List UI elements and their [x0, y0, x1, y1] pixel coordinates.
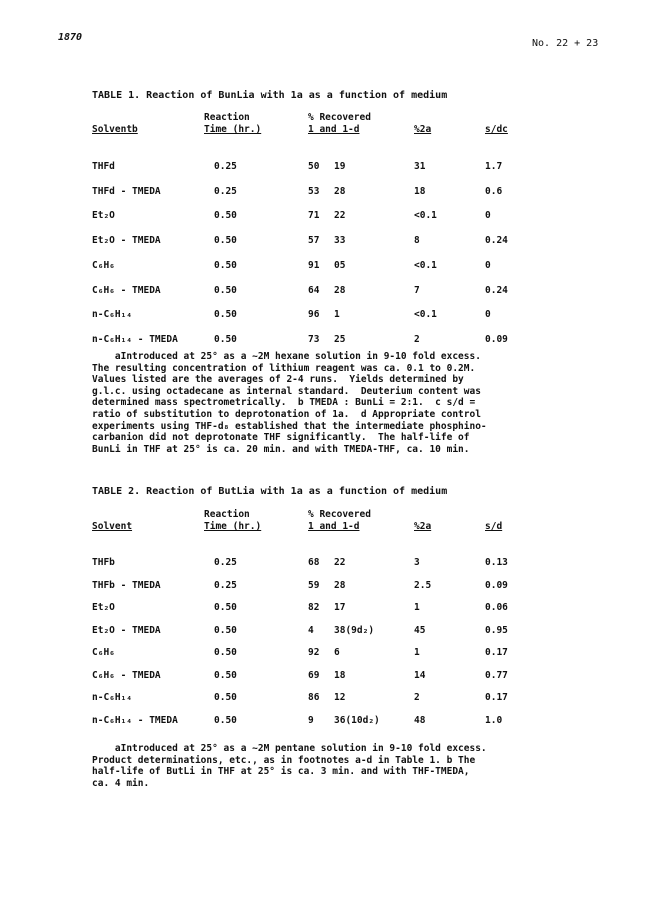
time-cell: 0.50 — [214, 647, 237, 658]
pct-2a-cell: <0.1 — [414, 309, 437, 321]
solvent-cell: Et₂O — [92, 602, 115, 613]
solvent-cell: C₆H₆ - TMEDA — [92, 669, 161, 681]
recovered-1-cell: 57 — [308, 235, 320, 247]
recovered-1-cell: 96 — [308, 309, 320, 321]
sd-ratio-cell: 0.06 — [485, 602, 508, 613]
solvent-cell: C₆H₆ - TMEDA — [92, 284, 161, 296]
recovered-1d-cell: 05 — [334, 259, 346, 271]
solvent-cell: THFb — [92, 557, 115, 568]
solvent-cell: C₆H₆ — [92, 259, 115, 271]
table1-header-solvent: Solventb — [92, 124, 138, 135]
table1-title: TABLE 1. Reaction of BunLiа with 1a as a function of medium — [92, 90, 448, 101]
recovered-1-cell: 82 — [308, 602, 320, 613]
recovered-1d-cell: 18 — [334, 669, 346, 681]
table2-header-solvent: Solvent — [92, 521, 133, 532]
recovered-1d-cell: 38(9d₂) — [334, 624, 375, 636]
recovered-1-cell: 9 — [308, 714, 314, 726]
solvent-cell: Et₂O - TMEDA — [92, 624, 161, 636]
time-cell: 0.50 — [214, 309, 237, 321]
pct-2a-cell: <0.1 — [414, 259, 437, 271]
pct-2a-cell: <0.1 — [414, 210, 437, 222]
recovered-1d-cell: 33 — [334, 235, 346, 247]
recovered-1d-cell: 19 — [334, 161, 346, 172]
time-cell: 0.50 — [214, 333, 237, 345]
time-cell: 0.50 — [214, 624, 237, 636]
time-cell: 0.50 — [214, 714, 237, 726]
time-cell: 0.50 — [214, 210, 237, 222]
solvent-cell: n-C₆H₁₄ - TMEDA — [92, 333, 178, 345]
solvent-cell: THFd — [92, 161, 115, 172]
recovered-1d-cell: 28 — [334, 185, 346, 197]
sd-ratio-cell: 0.17 — [485, 692, 508, 703]
recovered-1d-cell: 17 — [334, 602, 346, 613]
solvent-cell: n-C₆H₁₄ — [92, 692, 133, 703]
sd-ratio-cell: 0 — [485, 259, 491, 271]
page-number: 1870 — [58, 32, 83, 43]
recovered-1-cell: 53 — [308, 185, 320, 197]
table1-header-sd: s/dc — [485, 124, 508, 135]
footnote-line: Values listed are the averages of 2-4 runs. Yields determined by — [92, 374, 464, 386]
solvent-cell: n-C₆H₁₄ - TMEDA — [92, 714, 178, 726]
time-cell: 0.50 — [214, 235, 237, 247]
footnote-line: BunLi in THF at 25° is ca. 20 min. and with TMEDA-THF, ca. 10 min. — [92, 443, 470, 455]
table1-header-recovered: % Recovered 1 and 1-d — [308, 112, 371, 135]
footnote-line: g.l.c. using octadecane as internal standard. Deuterium content was — [92, 385, 481, 397]
pct-2a-cell: 1 — [414, 602, 420, 613]
recovered-1-cell: 69 — [308, 669, 320, 681]
pct-2a-cell: 18 — [414, 185, 426, 197]
recovered-1d-cell: 36(10d₂) — [334, 714, 380, 726]
sd-ratio-cell: 0.17 — [485, 647, 508, 658]
recovered-1-cell: 73 — [308, 333, 320, 345]
pct-2a-cell: 3 — [414, 557, 420, 568]
solvent-cell: C₆H₆ — [92, 647, 115, 658]
footnote-line: determined mass spectrometrically. b TMEDA : BunLi = 2:1. c s/d = — [92, 397, 476, 409]
solvent-cell: Et₂O — [92, 210, 115, 222]
time-cell: 0.25 — [214, 185, 237, 197]
recovered-1-cell: 4 — [308, 624, 314, 636]
pct-2a-cell: 2 — [414, 333, 420, 345]
recovered-1d-cell: 12 — [334, 692, 346, 703]
footnote-line: carbanion did not deprotonate THF significantly. The half-life of — [92, 432, 470, 444]
pct-2a-cell: 1 — [414, 647, 420, 658]
footnote-line: Product determinations, etc., as in footnotes a-d in Table 1. b The — [92, 754, 476, 766]
recovered-1d-cell: 22 — [334, 557, 346, 568]
footnote-line: ratio of substitution to deprotonation of 1a. d Appropriate control — [92, 409, 481, 420]
recovered-1-cell: 86 — [308, 692, 320, 703]
sd-ratio-cell: 0.24 — [485, 235, 508, 247]
sd-ratio-cell: 0.77 — [485, 669, 508, 681]
recovered-1-cell: 91 — [308, 259, 320, 271]
sd-ratio-cell: 0.6 — [485, 185, 503, 197]
recovered-1-cell: 64 — [308, 284, 320, 296]
recovered-1d-cell: 28 — [334, 284, 346, 296]
recovered-1-cell: 68 — [308, 557, 320, 568]
solvent-cell: THFb - TMEDA — [92, 579, 161, 591]
pct-2a-cell: 31 — [414, 161, 426, 172]
time-cell: 0.50 — [214, 669, 237, 681]
pct-2a-cell: 7 — [414, 284, 420, 296]
footnote-line: half-life of ButLi in THF at 25° is ca. 3 min. and with THF-TMEDA, — [92, 766, 470, 778]
issue-label: No. 22 + 23 — [532, 38, 599, 49]
recovered-1d-cell: 6 — [334, 647, 340, 658]
table2-title: TABLE 2. Reaction of ButLia with 1a as a function of medium — [92, 486, 448, 497]
recovered-1-cell: 50 — [308, 161, 320, 172]
footnote-line: The resulting concentration of lithium reagent was ca. 0.1 to 0.2M. — [92, 362, 476, 374]
table2-header-recovered: % Recovered 1 and 1-d — [308, 509, 371, 532]
footnote-line: aIntroduced at 25° as a ~2M hexane solution in 9-10 fold excess. — [92, 351, 481, 362]
footnote-line: aIntroduced at 25° as a ~2M pentane solution in 9-10 fold excess. — [92, 743, 487, 754]
sd-ratio-cell: 0 — [485, 309, 491, 321]
recovered-1d-cell: 1 — [334, 309, 340, 321]
time-cell: 0.50 — [214, 692, 237, 703]
time-cell: 0.25 — [214, 161, 237, 172]
table2-header-sd: s/d — [485, 521, 503, 532]
table2-header-2a: %2a — [414, 521, 432, 532]
footnote-line: ca. 4 min. — [92, 777, 150, 789]
time-cell: 0.50 — [214, 284, 237, 296]
sd-ratio-cell: 0.09 — [485, 579, 508, 591]
sd-ratio-cell: 0.24 — [485, 284, 508, 296]
recovered-1d-cell: 25 — [334, 333, 346, 345]
time-cell: 0.25 — [214, 557, 237, 568]
recovered-1-cell: 92 — [308, 647, 320, 658]
footnote-line: experiments using THF-d₈ established that the intermediate phosphino- — [92, 420, 487, 432]
table1-header-time: Reaction Time (hr.) — [204, 112, 262, 135]
solvent-cell: THFd - TMEDA — [92, 185, 161, 197]
sd-ratio-cell: 1.7 — [485, 161, 503, 172]
sd-ratio-cell: 0.09 — [485, 333, 508, 345]
sd-ratio-cell: 1.0 — [485, 714, 503, 726]
pct-2a-cell: 2 — [414, 692, 420, 703]
time-cell: 0.50 — [214, 602, 237, 613]
time-cell: 0.50 — [214, 259, 237, 271]
sd-ratio-cell: 0.13 — [485, 557, 508, 568]
recovered-1-cell: 59 — [308, 579, 320, 591]
pct-2a-cell: 2.5 — [414, 579, 432, 591]
table1-header-2a: %2a — [414, 124, 432, 135]
solvent-cell: n-C₆H₁₄ — [92, 309, 133, 321]
recovered-1-cell: 71 — [308, 210, 320, 222]
recovered-1d-cell: 28 — [334, 579, 346, 591]
sd-ratio-cell: 0.95 — [485, 624, 508, 636]
sd-ratio-cell: 0 — [485, 210, 491, 222]
pct-2a-cell: 8 — [414, 235, 420, 247]
solvent-cell: Et₂O - TMEDA — [92, 235, 161, 247]
pct-2a-cell: 48 — [414, 714, 426, 726]
table2-header-time: Reaction Time (hr.) — [204, 509, 262, 532]
time-cell: 0.25 — [214, 579, 237, 591]
pct-2a-cell: 45 — [414, 624, 426, 636]
pct-2a-cell: 14 — [414, 669, 426, 681]
recovered-1d-cell: 22 — [334, 210, 346, 222]
